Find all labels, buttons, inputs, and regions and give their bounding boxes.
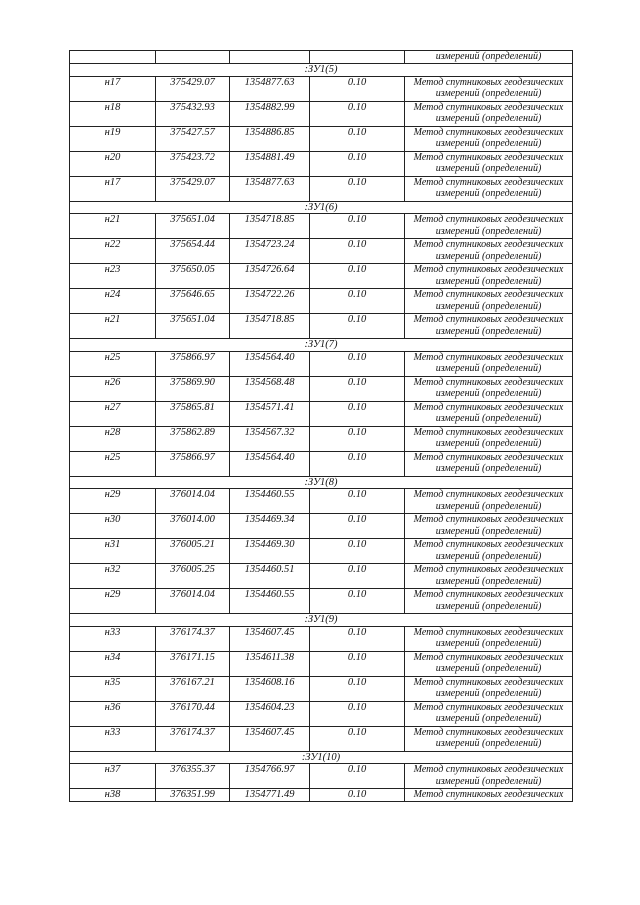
- table-row: [70, 401, 573, 426]
- coord-y: 1354469.34: [230, 514, 310, 539]
- method-cell: Метод спутниковых геодезических измерений (определений): [405, 539, 573, 564]
- table-row: [70, 76, 573, 101]
- coord-x: 375866.97: [156, 351, 230, 376]
- method-cell: Метод спутниковых геодезических измерений (определений): [405, 764, 573, 789]
- method-cell: Метод спутниковых геодезических измерений (определений): [405, 376, 573, 401]
- method-cell: Метод спутниковых геодезических измерений (определений): [405, 176, 573, 201]
- point-name: н21: [70, 214, 156, 239]
- section-title: :ЗУ1(9): [70, 614, 573, 627]
- accuracy-value: 0.10: [310, 401, 405, 426]
- coord-y: 1354718.85: [230, 314, 310, 339]
- accuracy-value: 0.10: [310, 701, 405, 726]
- table-row: [70, 289, 573, 314]
- accuracy-value: 0.10: [310, 626, 405, 651]
- accuracy-value: 0.10: [310, 764, 405, 789]
- table-row: [70, 151, 573, 176]
- coord-x: 375423.72: [156, 151, 230, 176]
- coord-y: 1354881.49: [230, 151, 310, 176]
- section-title: :ЗУ1(7): [70, 339, 573, 352]
- method-cell: Метод спутниковых геодезических измерений (определений): [405, 451, 573, 476]
- accuracy-value: 0.10: [310, 651, 405, 676]
- point-name: н25: [70, 451, 156, 476]
- method-cell: Метод спутниковых геодезических измерений (определений): [405, 214, 573, 239]
- method-cell: Метод спутниковых геодезических измерений (определений): [405, 314, 573, 339]
- table-row: [70, 676, 573, 701]
- table-row: [70, 451, 573, 476]
- coord-y: 1354611.38: [230, 651, 310, 676]
- coord-x: 376170.44: [156, 701, 230, 726]
- table-row: [70, 214, 573, 239]
- coord-y: 1354886.85: [230, 126, 310, 151]
- coord-x: 376174.37: [156, 726, 230, 751]
- table-row: [70, 376, 573, 401]
- section-header-row: [70, 614, 573, 627]
- coord-y: 1354460.55: [230, 589, 310, 614]
- point-name: н18: [70, 101, 156, 126]
- table-row: [70, 264, 573, 289]
- accuracy-value: 0.10: [310, 176, 405, 201]
- table-row: [70, 101, 573, 126]
- accuracy-value: 0.10: [310, 426, 405, 451]
- coord-x: 375427.57: [156, 126, 230, 151]
- table-row: [70, 539, 573, 564]
- point-name: н22: [70, 239, 156, 264]
- accuracy-value: 0.10: [310, 789, 405, 802]
- point-name: н26: [70, 376, 156, 401]
- coord-y: 1354607.45: [230, 726, 310, 751]
- method-cell: Метод спутниковых геодезических измерений (определений): [405, 264, 573, 289]
- method-cell: Метод спутниковых геодезических: [405, 789, 573, 802]
- coord-y: 1354567.32: [230, 426, 310, 451]
- point-name: н29: [70, 489, 156, 514]
- accuracy-value: 0.10: [310, 514, 405, 539]
- accuracy-value: 0.10: [310, 451, 405, 476]
- point-name: н32: [70, 564, 156, 589]
- method-cell: Метод спутниковых геодезических измерений (определений): [405, 676, 573, 701]
- method-cell: Метод спутниковых геодезических измерений (определений): [405, 351, 573, 376]
- section-header-row: [70, 751, 573, 764]
- coord-x: 376014.00: [156, 514, 230, 539]
- accuracy-value: 0.10: [310, 101, 405, 126]
- table-row: [70, 789, 573, 802]
- coord-x: 376174.37: [156, 626, 230, 651]
- point-name: н38: [70, 789, 156, 802]
- point-name: н33: [70, 626, 156, 651]
- table-row: [70, 626, 573, 651]
- coord-x: 375651.04: [156, 314, 230, 339]
- table-row: [70, 701, 573, 726]
- point-name: н17: [70, 76, 156, 101]
- method-cell: Метод спутниковых геодезических измерений (определений): [405, 514, 573, 539]
- table-row: [70, 514, 573, 539]
- coord-x: 375866.97: [156, 451, 230, 476]
- point-name: н35: [70, 676, 156, 701]
- point-name: н27: [70, 401, 156, 426]
- accuracy-value: 0.10: [310, 539, 405, 564]
- coord-y: 1354460.51: [230, 564, 310, 589]
- table-row: [70, 351, 573, 376]
- section-header-row: [70, 476, 573, 489]
- coord-y: 1354882.99: [230, 101, 310, 126]
- table-row: [70, 314, 573, 339]
- section-title: :ЗУ1(10): [70, 751, 573, 764]
- coord-y: 1354564.40: [230, 351, 310, 376]
- point-name: н30: [70, 514, 156, 539]
- coord-y: 1354604.23: [230, 701, 310, 726]
- coord-x: 376351.99: [156, 789, 230, 802]
- accuracy-value: 0.10: [310, 126, 405, 151]
- point-name: н31: [70, 539, 156, 564]
- coordinates-table: [69, 50, 573, 802]
- point-name: н37: [70, 764, 156, 789]
- table-row: [70, 651, 573, 676]
- section-title: :ЗУ1(6): [70, 201, 573, 214]
- accuracy-value: 0.10: [310, 564, 405, 589]
- coord-x: 375651.04: [156, 214, 230, 239]
- method-cell: Метод спутниковых геодезических измерений (определений): [405, 489, 573, 514]
- accuracy-value: 0.10: [310, 676, 405, 701]
- accuracy-value: 0.10: [310, 239, 405, 264]
- point-name: н25: [70, 351, 156, 376]
- coord-y: 1354571.41: [230, 401, 310, 426]
- point-name: н36: [70, 701, 156, 726]
- coord-x: 375865.81: [156, 401, 230, 426]
- method-cell: Метод спутниковых геодезических измерений (определений): [405, 401, 573, 426]
- coord-y: 1354564.40: [230, 451, 310, 476]
- coord-x: 375432.93: [156, 101, 230, 126]
- method-cell: Метод спутниковых геодезических измерений (определений): [405, 151, 573, 176]
- accuracy-value: 0.10: [310, 589, 405, 614]
- accuracy-value: 0.10: [310, 726, 405, 751]
- coord-y: 1354766.97: [230, 764, 310, 789]
- coord-y: 1354877.63: [230, 76, 310, 101]
- point-name: н17: [70, 176, 156, 201]
- table-row: [70, 489, 573, 514]
- coord-x: 376167.21: [156, 676, 230, 701]
- coord-y: 1354718.85: [230, 214, 310, 239]
- point-name: н34: [70, 651, 156, 676]
- table-row: [70, 426, 573, 451]
- coord-y: 1354722.26: [230, 289, 310, 314]
- coord-y: 1354723.24: [230, 239, 310, 264]
- section-header-row: [70, 201, 573, 214]
- accuracy-value: 0.10: [310, 489, 405, 514]
- method-cell: Метод спутниковых геодезических измерений (определений): [405, 589, 573, 614]
- method-cell: Метод спутниковых геодезических измерений (определений): [405, 564, 573, 589]
- section-header-row: [70, 64, 573, 77]
- table-row: [70, 764, 573, 789]
- point-name: н21: [70, 314, 156, 339]
- section-title: :ЗУ1(8): [70, 476, 573, 489]
- point-name: н23: [70, 264, 156, 289]
- coord-x: 375429.07: [156, 76, 230, 101]
- accuracy-value: 0.10: [310, 289, 405, 314]
- coord-y: 1354771.49: [230, 789, 310, 802]
- method-cell: Метод спутниковых геодезических измерений (определений): [405, 76, 573, 101]
- coord-y: 1354608.16: [230, 676, 310, 701]
- coord-x: 375646.65: [156, 289, 230, 314]
- section-title: :ЗУ1(5): [70, 64, 573, 77]
- coord-x: 375650.05: [156, 264, 230, 289]
- accuracy-value: 0.10: [310, 264, 405, 289]
- point-name: н33: [70, 726, 156, 751]
- method-cell: Метод спутниковых геодезических измерений (определений): [405, 239, 573, 264]
- accuracy-value: 0.10: [310, 76, 405, 101]
- method-cell: Метод спутниковых геодезических измерений (определений): [405, 289, 573, 314]
- method-cell: Метод спутниковых геодезических измерений (определений): [405, 651, 573, 676]
- table-row: [70, 126, 573, 151]
- coord-x: 375654.44: [156, 239, 230, 264]
- coord-x: 376005.21: [156, 539, 230, 564]
- coord-x: 375862.89: [156, 426, 230, 451]
- method-cell: Метод спутниковых геодезических измерений (определений): [405, 726, 573, 751]
- coord-y: 1354469.30: [230, 539, 310, 564]
- coord-y: 1354726.64: [230, 264, 310, 289]
- accuracy-value: 0.10: [310, 214, 405, 239]
- point-name: н29: [70, 589, 156, 614]
- method-cell: Метод спутниковых геодезических измерений (определений): [405, 101, 573, 126]
- table-row: [70, 726, 573, 751]
- coord-y: 1354607.45: [230, 626, 310, 651]
- method-cell: измерений (определений): [405, 51, 573, 64]
- coord-x: 376014.04: [156, 589, 230, 614]
- method-cell: Метод спутниковых геодезических измерений (определений): [405, 701, 573, 726]
- continuation-row: [70, 51, 573, 64]
- coord-x: 376005.25: [156, 564, 230, 589]
- method-cell: Метод спутниковых геодезических измерений (определений): [405, 426, 573, 451]
- coord-x: 375869.90: [156, 376, 230, 401]
- coord-x: 376355.37: [156, 764, 230, 789]
- point-name: н28: [70, 426, 156, 451]
- coord-x: 376171.15: [156, 651, 230, 676]
- accuracy-value: 0.10: [310, 314, 405, 339]
- table-row: [70, 239, 573, 264]
- accuracy-value: 0.10: [310, 376, 405, 401]
- method-cell: Метод спутниковых геодезических измерений (определений): [405, 126, 573, 151]
- section-header-row: [70, 339, 573, 352]
- coord-y: 1354460.55: [230, 489, 310, 514]
- point-name: н24: [70, 289, 156, 314]
- coord-y: 1354568.48: [230, 376, 310, 401]
- method-cell: Метод спутниковых геодезических измерений (определений): [405, 626, 573, 651]
- coord-x: 376014.04: [156, 489, 230, 514]
- point-name: н19: [70, 126, 156, 151]
- coord-x: 375429.07: [156, 176, 230, 201]
- accuracy-value: 0.10: [310, 151, 405, 176]
- coord-y: 1354877.63: [230, 176, 310, 201]
- table-row: [70, 589, 573, 614]
- accuracy-value: 0.10: [310, 351, 405, 376]
- point-name: н20: [70, 151, 156, 176]
- table-row: [70, 564, 573, 589]
- table-row: [70, 176, 573, 201]
